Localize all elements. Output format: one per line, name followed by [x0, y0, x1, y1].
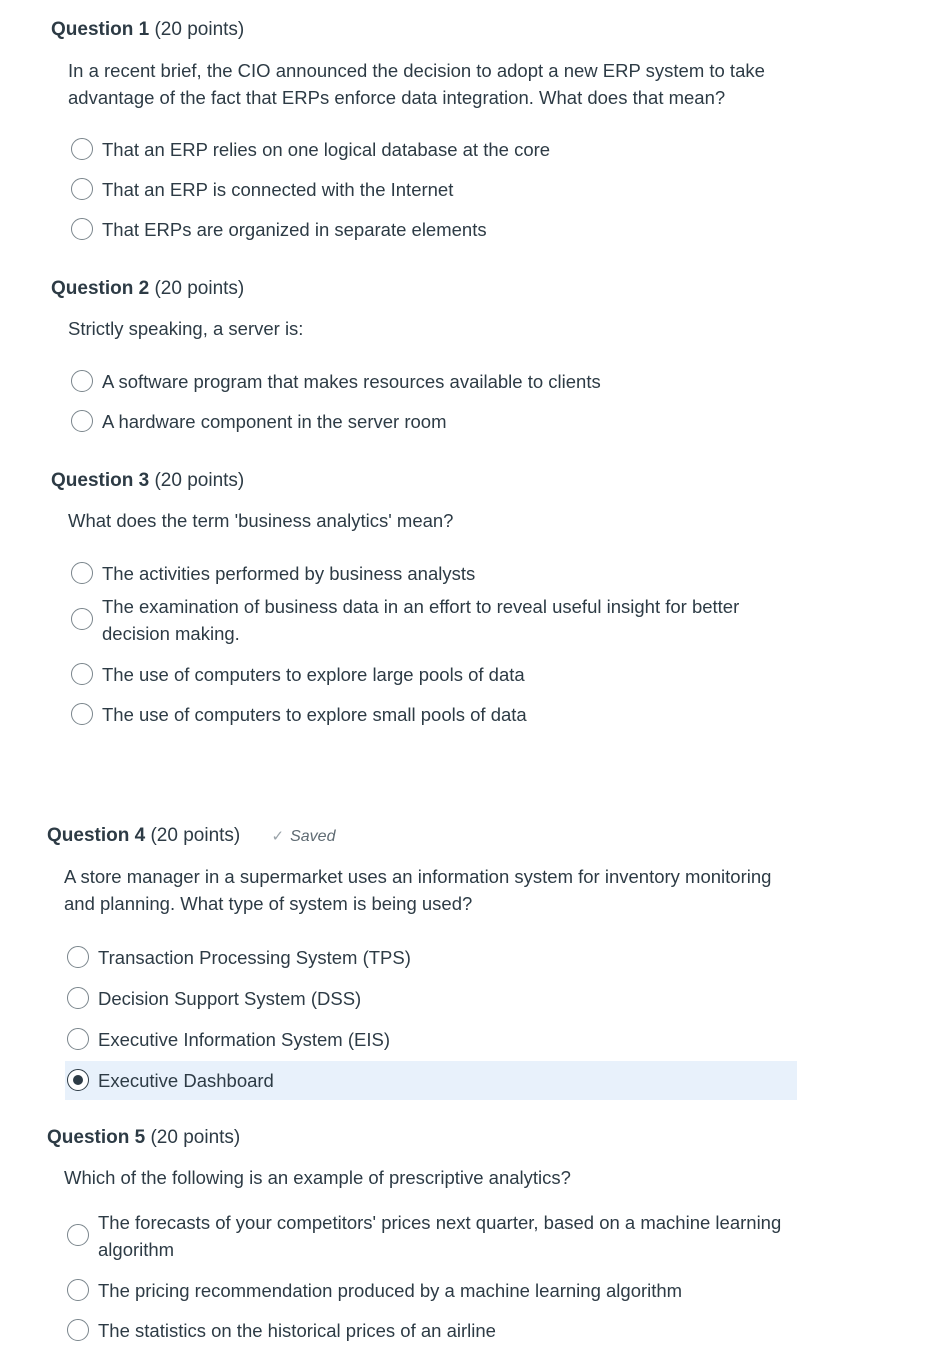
- answer-label: Transaction Processing System (TPS): [98, 947, 411, 968]
- answer-option[interactable]: [65, 1209, 797, 1263]
- answer-label: Decision Support System (DSS): [98, 988, 362, 1009]
- radio-button[interactable]: [71, 410, 93, 432]
- question-title: Question 3: [51, 470, 150, 491]
- question-title: Question 1: [51, 19, 150, 40]
- answer-label: Executive Dashboard: [98, 1070, 274, 1091]
- answer-label: The examination of business data in an effort to reveal useful insight for better decision making.: [102, 596, 740, 644]
- answer-label: The use of computers to explore large pools of data: [102, 664, 525, 685]
- saved-label: Saved: [290, 828, 336, 845]
- question-points: (20 points): [154, 278, 245, 299]
- answer-option[interactable]: [69, 701, 801, 728]
- answer-option[interactable]: [69, 216, 801, 243]
- radio-button[interactable]: [67, 1279, 89, 1301]
- answer-option[interactable]: [65, 1277, 797, 1304]
- answer-label: The pricing recommendation produced by a machine learning algorithm: [98, 1280, 683, 1301]
- answer-option[interactable]: [65, 1026, 797, 1053]
- question-header: [51, 469, 851, 493]
- answer-option[interactable]: [69, 136, 801, 163]
- answer-list: [69, 136, 851, 243]
- radio-button[interactable]: [67, 987, 89, 1009]
- question-header: [47, 824, 847, 849]
- answer-label: A software program that makes resources available to clients: [102, 371, 601, 392]
- question-title: Question 5: [47, 1127, 146, 1148]
- answer-option[interactable]: [69, 560, 801, 587]
- radio-button[interactable]: [71, 218, 93, 240]
- answer-label: A hardware component in the server room: [102, 411, 447, 432]
- answer-list: [65, 1209, 847, 1344]
- radio-button[interactable]: [71, 138, 93, 160]
- answer-option[interactable]: [65, 985, 797, 1012]
- radio-button[interactable]: [71, 178, 93, 200]
- saved-indicator: [272, 825, 336, 849]
- answer-option[interactable]: [69, 661, 801, 688]
- question-title: Question 4: [47, 825, 146, 846]
- question-text: A store manager in a supermarket uses an information system for inventory monitoring and planning. What type of system is being used?: [64, 866, 772, 914]
- radio-button[interactable]: [71, 703, 93, 725]
- radio-button[interactable]: [71, 663, 93, 685]
- question-points: (20 points): [150, 1127, 241, 1148]
- question-text: Strictly speaking, a server is:: [68, 318, 304, 339]
- answer-option[interactable]: [69, 368, 801, 395]
- question-points: (20 points): [154, 19, 245, 40]
- question-2: [51, 277, 851, 448]
- question-header: [47, 1126, 847, 1150]
- answer-option[interactable]: [69, 593, 801, 647]
- answer-label: The statistics on the historical prices of an airline: [98, 1320, 496, 1341]
- answer-label: The activities performed by business analysts: [102, 563, 476, 584]
- radio-button[interactable]: [71, 370, 93, 392]
- question-header: [51, 18, 851, 42]
- answer-label: That an ERP is connected with the Internet: [102, 179, 454, 200]
- answer-label: The forecasts of your competitors' prices next quarter, based on a machine learning algorithm: [98, 1212, 782, 1260]
- question-points: (20 points): [150, 825, 241, 846]
- question-title: Question 2: [51, 278, 150, 299]
- answer-label: The use of computers to explore small pools of data: [102, 704, 527, 725]
- answer-option[interactable]: [65, 1317, 797, 1344]
- answer-label: That ERPs are organized in separate elements: [102, 219, 487, 240]
- radio-button[interactable]: [71, 608, 93, 630]
- checkmark-icon: ✓: [271, 828, 285, 845]
- question-header: [51, 277, 851, 301]
- question-5: [47, 1126, 847, 1357]
- answer-list: [65, 944, 847, 1100]
- question-points: (20 points): [154, 470, 245, 491]
- question-text: Which of the following is an example of prescriptive analytics?: [64, 1167, 571, 1188]
- answer-label: That an ERP relies on one logical database at the core: [102, 139, 551, 160]
- radio-button[interactable]: [67, 1028, 89, 1050]
- question-text: In a recent brief, the CIO announced the decision to adopt a new ERP system to take advantage of the fact that ERPs enforce data integration. What does that mean?: [68, 60, 765, 108]
- answer-option[interactable]: [65, 944, 797, 971]
- answer-list: [69, 368, 851, 435]
- question-4: [47, 824, 847, 1113]
- question-text: What does the term 'business analytics' mean?: [68, 510, 454, 531]
- question-3: [51, 469, 851, 741]
- radio-button-checked[interactable]: [67, 1069, 89, 1091]
- answer-option[interactable]: [69, 408, 801, 435]
- answer-label: Executive Information System (EIS): [98, 1029, 390, 1050]
- question-1: [51, 18, 851, 256]
- answer-option-selected[interactable]: [65, 1061, 797, 1100]
- radio-button[interactable]: [71, 562, 93, 584]
- radio-button[interactable]: [67, 1224, 89, 1246]
- answer-list: [69, 560, 851, 728]
- radio-button[interactable]: [67, 946, 89, 968]
- answer-option[interactable]: [69, 176, 801, 203]
- radio-button[interactable]: [67, 1319, 89, 1341]
